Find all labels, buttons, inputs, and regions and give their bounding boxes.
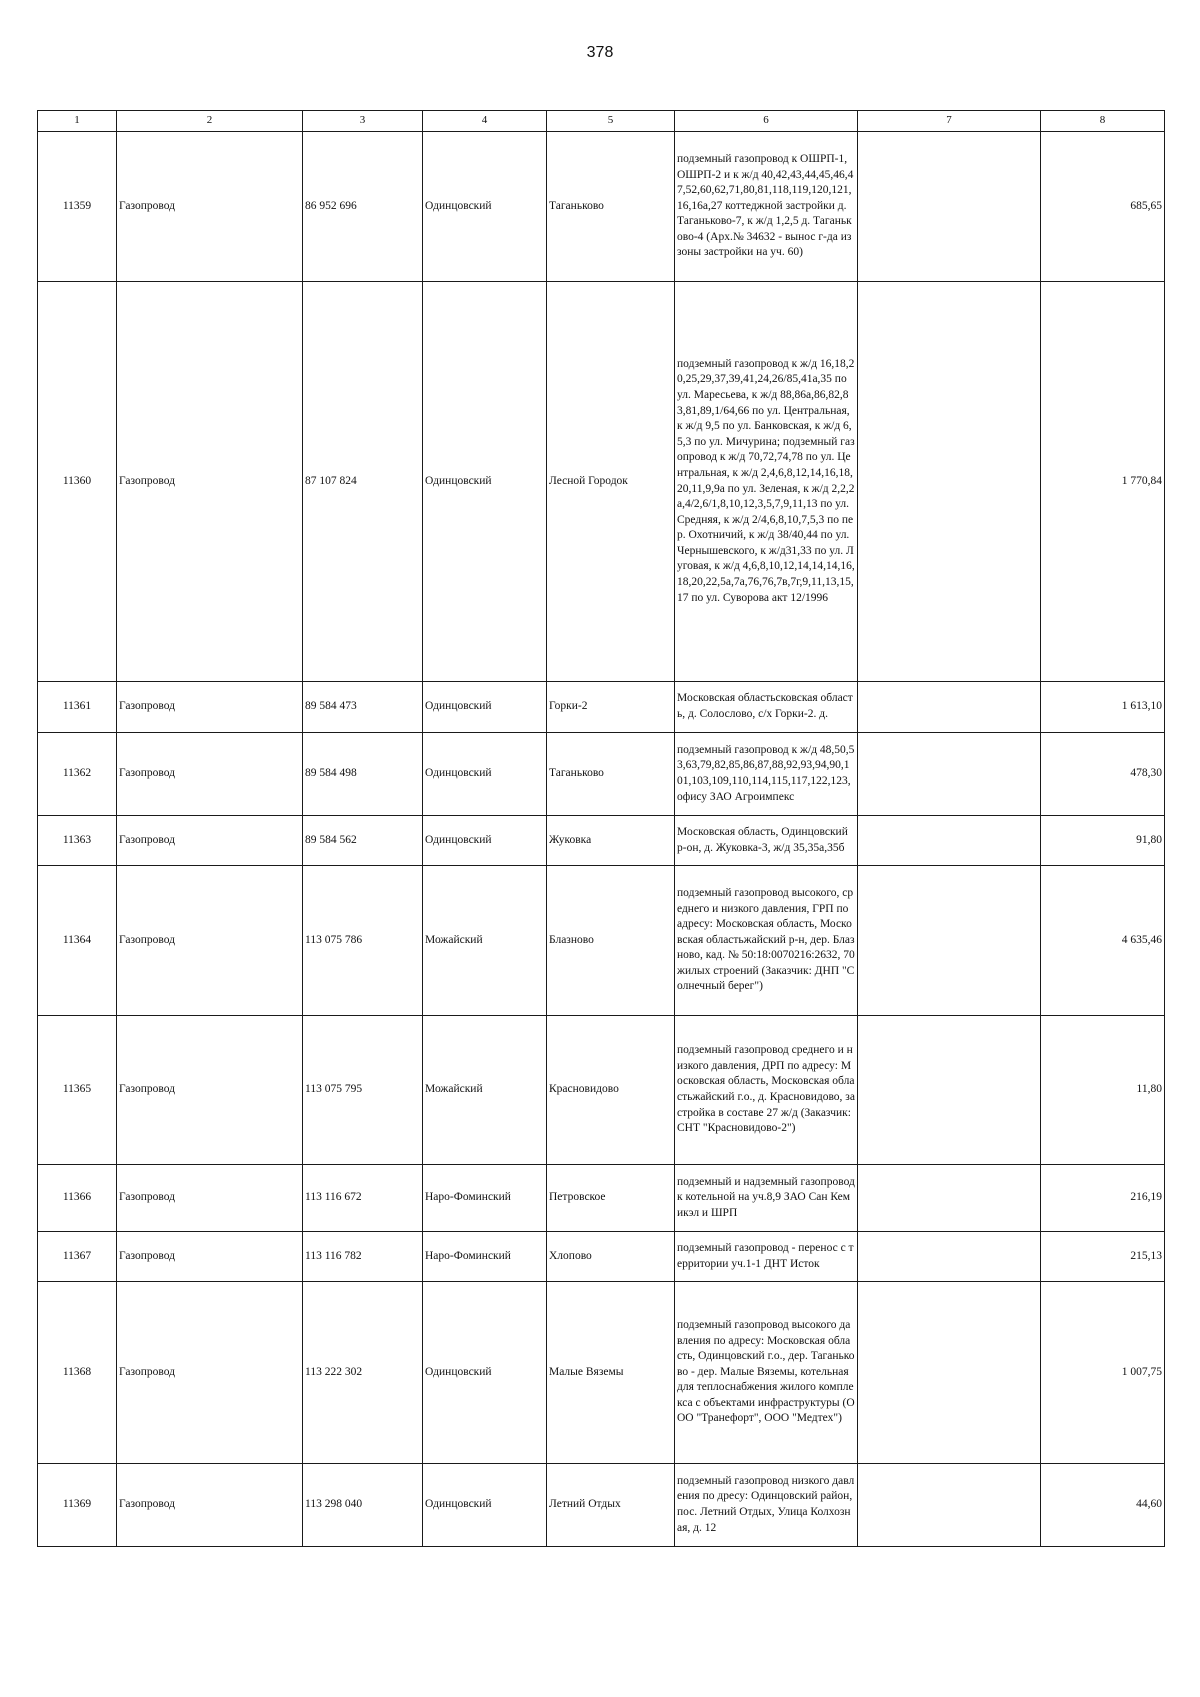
column-header: 1 xyxy=(38,111,117,132)
table-row xyxy=(38,1016,1165,1165)
length-value: 44,60 xyxy=(1041,1464,1165,1547)
table-row xyxy=(38,682,1165,733)
length-value: 685,65 xyxy=(1041,132,1165,282)
object-description: подземный газопровод высокого давления по адресу: Московская область, Одинцовский г.о., дер. Таганьково - дер. Малые Вяземы, котельная для теплоснабжения жилого комплекса с объектами инфраструктуры (ООО "Транефорт", ООО "Медтех") xyxy=(675,1282,858,1464)
table-row xyxy=(38,282,1165,682)
inventory-code: 87 107 824 xyxy=(303,282,423,682)
row-number: 11359 xyxy=(38,132,117,282)
district: Одинцовский xyxy=(423,816,547,866)
header-row xyxy=(38,111,1165,132)
table-row xyxy=(38,733,1165,816)
object-description: подземный газопровод высокого, среднего и низкого давления, ГРП по адресу: Московская область, Московская областьжайский р-н, дер. Блазново, кад. № 50:18:0070216:2632, 70 жилых строений (Заказчик: ДНП "Солнечный берег") xyxy=(675,866,858,1016)
column-header: 4 xyxy=(423,111,547,132)
district: Одинцовский xyxy=(423,733,547,816)
inventory-code: 113 298 040 xyxy=(303,1464,423,1547)
empty-cell xyxy=(858,1464,1041,1547)
object-type: Газопровод xyxy=(117,1165,303,1232)
table-row xyxy=(38,1464,1165,1547)
object-type: Газопровод xyxy=(117,866,303,1016)
object-type: Газопровод xyxy=(117,733,303,816)
object-type: Газопровод xyxy=(117,132,303,282)
inventory-code: 89 584 498 xyxy=(303,733,423,816)
row-number: 11368 xyxy=(38,1282,117,1464)
empty-cell xyxy=(858,132,1041,282)
object-type: Газопровод xyxy=(117,1016,303,1165)
district: Наро-Фоминский xyxy=(423,1165,547,1232)
table-row xyxy=(38,132,1165,282)
length-value: 1 007,75 xyxy=(1041,1282,1165,1464)
object-type: Газопровод xyxy=(117,816,303,866)
district: Одинцовский xyxy=(423,1282,547,1464)
length-value: 1 770,84 xyxy=(1041,282,1165,682)
inventory-code: 113 116 672 xyxy=(303,1165,423,1232)
empty-cell xyxy=(858,682,1041,733)
inventory-code: 113 222 302 xyxy=(303,1282,423,1464)
length-value: 4 635,46 xyxy=(1041,866,1165,1016)
table-row xyxy=(38,1165,1165,1232)
empty-cell xyxy=(858,1016,1041,1165)
object-type: Газопровод xyxy=(117,282,303,682)
object-type: Газопровод xyxy=(117,1232,303,1282)
table-row xyxy=(38,816,1165,866)
table-row xyxy=(38,1232,1165,1282)
locality: Блазново xyxy=(547,866,675,1016)
locality: Жуковка xyxy=(547,816,675,866)
empty-cell xyxy=(858,282,1041,682)
row-number: 11361 xyxy=(38,682,117,733)
district: Одинцовский xyxy=(423,1464,547,1547)
object-description: подземный газопровод - перенос с территории уч.1-1 ДНТ Исток xyxy=(675,1232,858,1282)
length-value: 11,80 xyxy=(1041,1016,1165,1165)
inventory-code: 89 584 473 xyxy=(303,682,423,733)
row-number: 11365 xyxy=(38,1016,117,1165)
row-number: 11366 xyxy=(38,1165,117,1232)
length-value: 216,19 xyxy=(1041,1165,1165,1232)
table-body xyxy=(38,132,1165,1547)
row-number: 11362 xyxy=(38,733,117,816)
object-description: подземный газопровод среднего и низкого давления, ДРП по адресу: Московская область, Московская областьжайский г.о., д. Красновидово, застройка в составе 27 ж/д (Заказчик: СНТ "Красновидово-2") xyxy=(675,1016,858,1165)
locality: Красновидово xyxy=(547,1016,675,1165)
inventory-code: 113 075 795 xyxy=(303,1016,423,1165)
row-number: 11363 xyxy=(38,816,117,866)
inventory-code: 113 075 786 xyxy=(303,866,423,1016)
row-number: 11369 xyxy=(38,1464,117,1547)
table-row xyxy=(38,1282,1165,1464)
locality: Петровское xyxy=(547,1165,675,1232)
locality: Таганьково xyxy=(547,733,675,816)
locality: Хлопово xyxy=(547,1232,675,1282)
empty-cell xyxy=(858,733,1041,816)
empty-cell xyxy=(858,1232,1041,1282)
object-description: подземный газопровод низкого давления по дресу: Одинцовский район, пос. Летний Отдых, Улица Колхозная, д. 12 xyxy=(675,1464,858,1547)
locality: Летний Отдых xyxy=(547,1464,675,1547)
column-header: 3 xyxy=(303,111,423,132)
object-description: Московская область, Одинцовский р-он, д. Жуковка-3, ж/д 35,35а,35б xyxy=(675,816,858,866)
row-number: 11360 xyxy=(38,282,117,682)
row-number: 11367 xyxy=(38,1232,117,1282)
table-row xyxy=(38,866,1165,1016)
inventory-code: 89 584 562 xyxy=(303,816,423,866)
object-description: подземный и надземный газопровод к котельной на уч.8,9 ЗАО Сан Кемикэл и ШРП xyxy=(675,1165,858,1232)
empty-cell xyxy=(858,1165,1041,1232)
length-value: 215,13 xyxy=(1041,1232,1165,1282)
length-value: 91,80 xyxy=(1041,816,1165,866)
column-header: 2 xyxy=(117,111,303,132)
district: Одинцовский xyxy=(423,282,547,682)
registry-table xyxy=(37,110,1165,1547)
column-header: 8 xyxy=(1041,111,1165,132)
district: Можайский xyxy=(423,1016,547,1165)
object-description: подземный газопровод к ОШРП-1, ОШРП-2 и к ж/д 40,42,43,44,45,46,47,52,60,62,71,80,81,118,119,120,121,16,16а,27 коттеджной застройки д. Таганьково-7, к ж/д 1,2,5 д. Таганьково-4 (Арх.№ 34632 - вынос г-да из зоны застройки на уч. 60) xyxy=(675,132,858,282)
object-type: Газопровод xyxy=(117,682,303,733)
district: Наро-Фоминский xyxy=(423,1232,547,1282)
empty-cell xyxy=(858,866,1041,1016)
table-header xyxy=(38,111,1165,132)
object-type: Газопровод xyxy=(117,1282,303,1464)
inventory-code: 86 952 696 xyxy=(303,132,423,282)
locality: Таганьково xyxy=(547,132,675,282)
length-value: 478,30 xyxy=(1041,733,1165,816)
row-number: 11364 xyxy=(38,866,117,1016)
empty-cell xyxy=(858,1282,1041,1464)
page-number: 378 xyxy=(586,44,614,61)
length-value: 1 613,10 xyxy=(1041,682,1165,733)
column-header: 7 xyxy=(858,111,1041,132)
object-description: Московская областьсковская область, д. Солослово, с/х Горки-2. д. xyxy=(675,682,858,733)
locality: Лесной Городок xyxy=(547,282,675,682)
empty-cell xyxy=(858,816,1041,866)
district: Одинцовский xyxy=(423,682,547,733)
column-header: 6 xyxy=(675,111,858,132)
column-header: 5 xyxy=(547,111,675,132)
object-description: подземный газопровод к ж/д 48,50,53,63,79,82,85,86,87,88,92,93,94,90,101,103,109,110,114,115,117,122,123,офису ЗАО Агроимпекс xyxy=(675,733,858,816)
district: Можайский xyxy=(423,866,547,1016)
object-description: подземный газопровод к ж/д 16,18,20,25,29,37,39,41,24,26/85,41а,35 по ул. Маресьева, к ж/д 88,86а,86,82,83,81,89,1/64,66 по ул. Центральная, к ж/д 9,5 по ул. Банковская, к ж/д 6,5,3 по ул. Мичурина; подземный газопровод к ж/д 70,72,74,78 по ул. Центральная, к ж/д 2,4,6,8,12,14,16,18,20,11,9,9а по ул. Зеленая, к ж/д 2,2,2а,4/2,6/1,8,10,12,3,5,7,9,11,13 по ул. Средняя, к ж/д 2/4,6,8,10,7,5,3 по пер. Охотничий, к ж/д 38/40,44 по ул. Чернышевского, к ж/д31,33 по ул. Луговая, к ж/д 4,6,8,10,12,14,14,14,16,18,20,22,5а,7а,76,76,7в,7г,9,11,13,15,17 по ул. Суворова акт 12/1996 xyxy=(675,282,858,682)
district: Одинцовский xyxy=(423,132,547,282)
inventory-code: 113 116 782 xyxy=(303,1232,423,1282)
locality: Малые Вяземы xyxy=(547,1282,675,1464)
object-type: Газопровод xyxy=(117,1464,303,1547)
locality: Горки-2 xyxy=(547,682,675,733)
